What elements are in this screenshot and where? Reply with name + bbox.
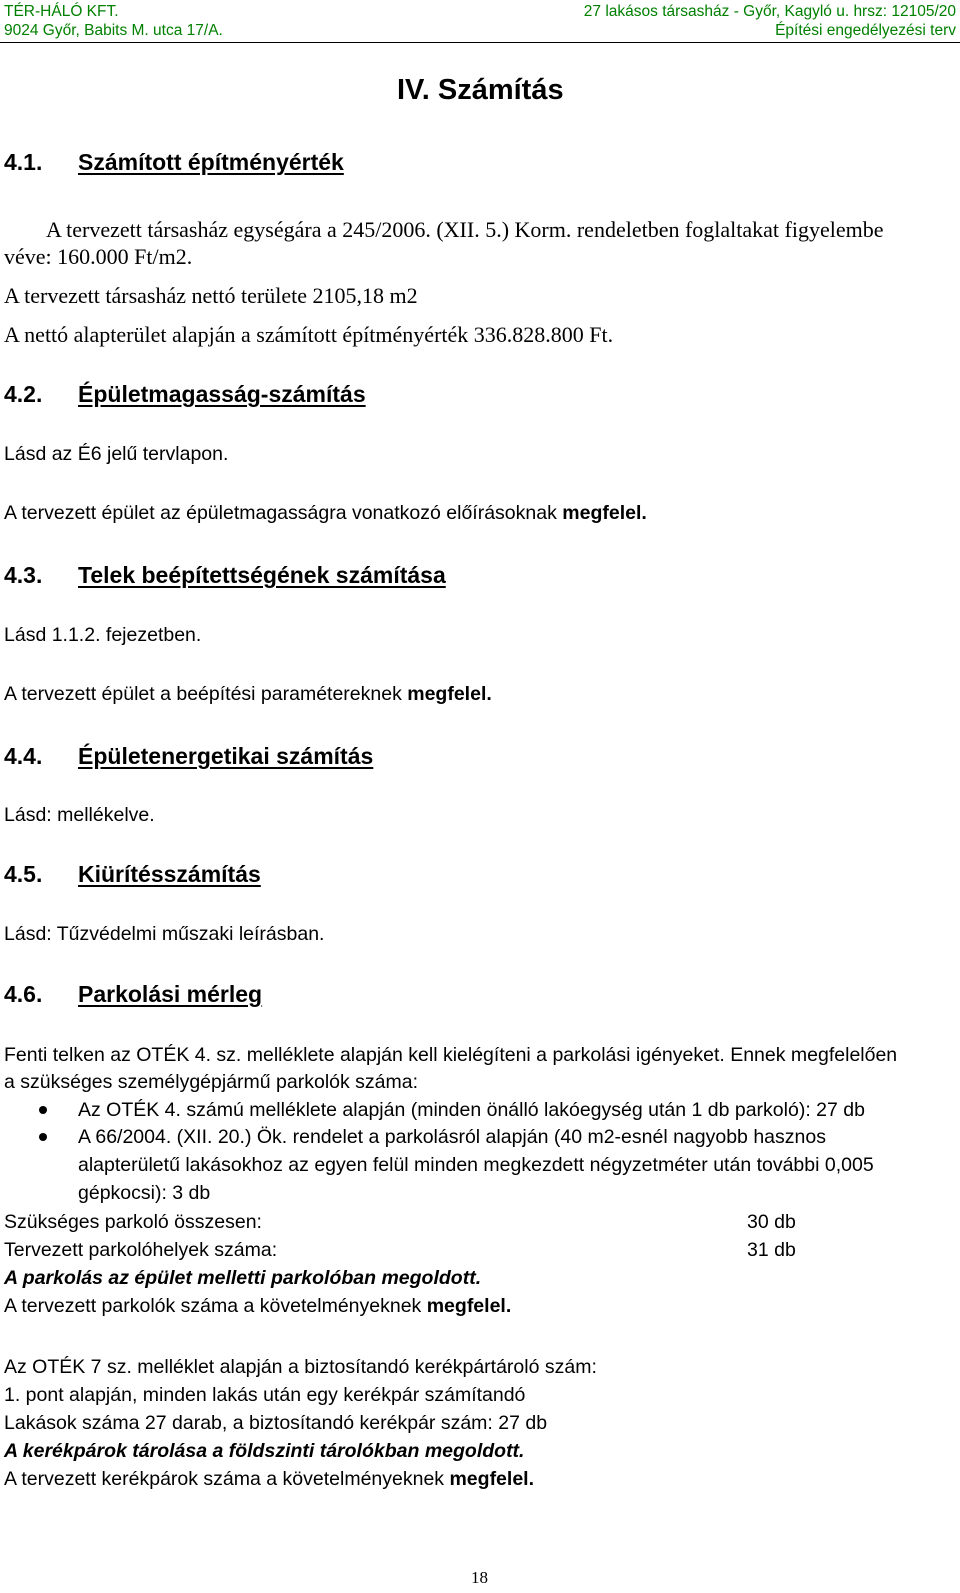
paragraph: A tervezett társasház egységára a 245/2006. (XII. 5.) Korm. rendeletben foglaltakat figyelembe (46, 217, 884, 242)
paragraph-text: A tervezett kerékpárok száma a követelményeknek (4, 1468, 450, 1490)
paragraph: Az OTÉK 7 sz. melléklet alapján a biztosítandó kerékpártároló szám: (4, 1356, 597, 1378)
section-title: Épületenergetikai számítás (78, 743, 374, 769)
section-heading-4-3 (4, 562, 446, 588)
paragraph (4, 501, 647, 525)
paragraph: Lásd az É6 jelű tervlapon. (4, 443, 229, 465)
page-number: 18 (471, 1568, 488, 1587)
paragraph: a szükséges személygépjármű parkolók száma: (4, 1071, 419, 1093)
section-number: 4.4. (4, 743, 43, 769)
document-type: Építési engedélyezési terv (775, 22, 956, 39)
section-title: Épületmagasság-számítás (78, 381, 366, 407)
section-number: 4.2. (4, 381, 43, 407)
section-number: 4.1. (4, 149, 43, 175)
list-item-continued: alapterületű lakásokhoz az egyen felül minden megkezdett négyzetméter után további 0,005 (78, 1154, 874, 1176)
paragraph-text: A tervezett épület az épületmagasságra vonatkozó előírásoknak (4, 502, 563, 524)
company-name: TÉR-HÁLÓ KFT. (4, 3, 119, 20)
section-title: Telek beépítettségének számítása (78, 562, 446, 588)
company-address: 9024 Győr, Babits M. utca 17/A. (4, 22, 223, 39)
paragraph (4, 1294, 511, 1318)
header-right (584, 2, 956, 40)
section-title: Kiürítésszámítás (78, 861, 261, 887)
parking-solved-statement: A parkolás az épület melletti parkolóban megoldott. (4, 1267, 482, 1289)
section-title: Számított építményérték (78, 149, 344, 175)
paragraph (4, 1467, 534, 1491)
paragraph: Lásd: Tűzvédelmi műszaki leírásban. (4, 923, 325, 945)
compliance-word: megfelel. (449, 1468, 535, 1490)
planned-parking-value: 31 db (747, 1239, 796, 1261)
compliance-word: megfelel. (562, 502, 647, 524)
project-name: 27 lakásos társasház - Győr, Kagyló u. hrsz: 12105/20 (583, 3, 956, 20)
section-heading-4-6 (4, 981, 263, 1007)
compliance-word: megfelel. (407, 683, 492, 705)
section-number: 4.5. (4, 861, 43, 887)
paragraph: A tervezett társasház nettó területe 2105,18 m2 (4, 283, 418, 308)
paragraph (4, 682, 492, 706)
paragraph: véve: 160.000 Ft/m2. (4, 244, 193, 269)
required-parking-label: Szükséges parkoló összesen: (4, 1211, 262, 1233)
paragraph: Lásd: mellékelve. (4, 804, 155, 826)
bullet-icon (39, 1133, 47, 1141)
required-parking-value: 30 db (747, 1211, 796, 1233)
list-item-continued: gépkocsi): 3 db (78, 1182, 211, 1204)
chapter-title: IV. Számítás (397, 74, 564, 106)
section-heading-4-2 (4, 381, 366, 407)
compliance-word: megfelel. (426, 1295, 512, 1317)
page-header (0, 2, 960, 43)
section-heading-4-5 (4, 861, 261, 887)
section-heading-4-1 (4, 149, 344, 175)
list-item: Az OTÉK 4. számú melléklete alapján (minden önálló lakóegység után 1 db parkoló): 27 db (78, 1099, 865, 1121)
paragraph-text: A tervezett parkolók száma a követelményeknek (4, 1295, 427, 1317)
planned-parking-label: Tervezett parkolóhelyek száma: (4, 1239, 278, 1261)
paragraph: Fenti telken az OTÉK 4. sz. melléklete alapján kell kielégíteni a parkolási igényeket. Ennek megfelelően (4, 1044, 898, 1066)
section-number: 4.3. (4, 562, 43, 588)
section-number: 4.6. (4, 981, 43, 1007)
section-heading-4-4 (4, 743, 374, 769)
paragraph: Lakások száma 27 darab, a biztosítandó kerékpár szám: 27 db (4, 1412, 548, 1434)
bullet-icon (39, 1106, 47, 1114)
paragraph: A nettó alapterület alapján a számított építményérték 336.828.800 Ft. (4, 322, 614, 347)
header-left (4, 2, 223, 40)
paragraph-text: A tervezett épület a beépítési paramétereknek (4, 683, 408, 705)
list-item: A 66/2004. (XII. 20.) Ök. rendelet a parkolásról alapján (40 m2-esnél nagyobb hasznos (78, 1126, 826, 1148)
paragraph: Lásd 1.1.2. fejezetben. (4, 624, 202, 646)
bike-solved-statement: A kerékpárok tárolása a földszinti tárolókban megoldott. (4, 1440, 525, 1462)
section-title: Parkolási mérleg (78, 981, 263, 1007)
paragraph: 1. pont alapján, minden lakás után egy kerékpár számítandó (4, 1384, 526, 1406)
